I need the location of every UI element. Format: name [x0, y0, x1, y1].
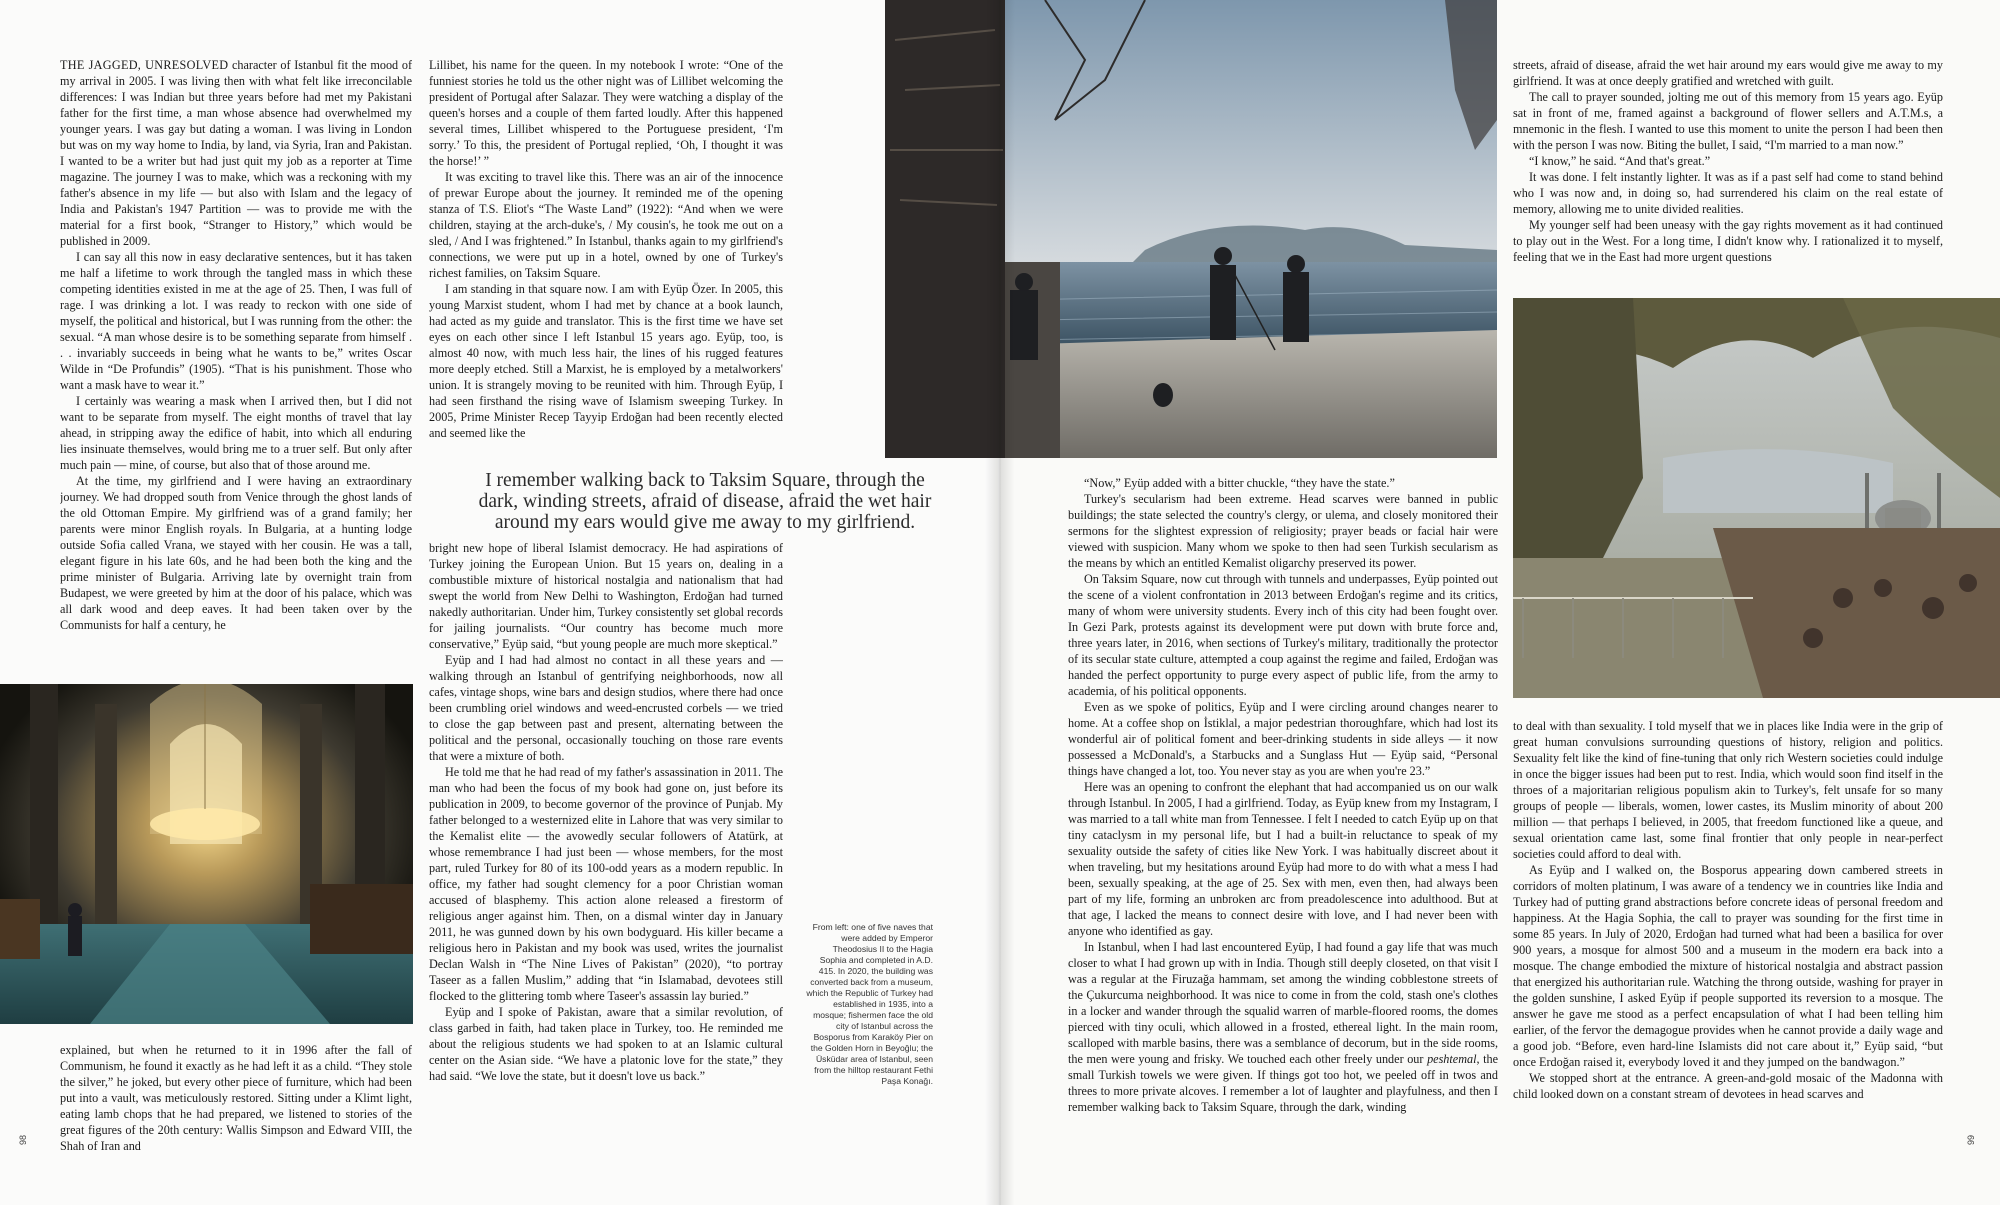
italic-term: peshtemal: [1427, 1052, 1477, 1066]
article-column-1: [60, 57, 412, 669]
paragraph: I am standing in that square now. I am with Eyüp Özer. In 2005, this young Marxist student, whom I had met by chance at a book launch, had acted as my guide and translator. This is the first time we have set eyes on each other since I left Istanbul 15 years ago. Eyüp, too, is almost 40 now, with much less hair, the lines of his rugged features more deeply etched. Still a Marxist, he is employed by a metalworkers' union. It is strangely moving to be reunited with him. Through Eyüp, I had seen firsthand the rising wave of Islamism sweeping Turkey. In 2005, Prime Minister Recep Tayyip Erdoğan had been recently elected and seemed like the: [429, 282, 783, 440]
hagia-sophia-interior-photo: [0, 684, 413, 1024]
page-number-left: 98: [18, 1134, 29, 1146]
paragraph: Even as we spoke of politics, Eyüp and I were circling around changes nearer to home. At a coffee shop on İstiklal, a major pedestrian thoroughfare, which had lost its wonderful air of political foment and beer-drinking students in side alleys — it now possessed a McDonald's, a Starbucks and a Sunglass Hut — Eyüp said, “Personal things have changed a lot, too. You never stay as you are when you're 23.”: [1068, 700, 1498, 778]
pull-quote: I remember walking back to Taksim Square, through the dark, winding streets, afraid of disease, afraid the wet hair around my ears would give me away to my girlfriend.: [478, 470, 932, 533]
article-column-2: [429, 57, 783, 461]
paragraph: We stopped short at the entrance. A green-and-gold mosaic of the Madonna with child looked down on a constant stream of devotees in head scarves and: [1513, 1071, 1943, 1101]
paragraph: streets, afraid of disease, afraid the wet hair around my ears would give me away to my girlfriend. It was at once deeply gratified and wretched with guilt.: [1513, 58, 1943, 88]
paragraph-text: character of Istanbul fit the mood of my arrival in 2005. I was living then with what felt like irreconcilable differences: I was Indian but three years before had met my Pakistani father for the first time, a man whose absence had overwhelmed my younger years. I was gay but dating a woman. I was living in London but was on my way home to India, by land, via Syria, Iran and Pakistan. I wanted to be a writer but had just quit my job as a reporter at Time magazine. The journey I was to make, which was a reckoning with my father's absence in my life — but also with Islam and the legacy of India and Pakistan's 1947 Partition — was to provide me with the material for a first book, “Stranger to History,” which would be published in 2009.: [60, 58, 412, 248]
paragraph: On Taksim Square, now cut through with tunnels and underpasses, Eyüp pointed out the scene of a violent confrontation in 2013 between Erdoğan's regime and its critics, many of whom were university students. Every inch of this city had been fought over. In Gezi Park, protests against its development were put down with brute force and, three years later, in 2016, when sections of Turkey's military, traditionally the protector of its secular state culture, attempted a coup against the regime and failed, Erdoğan was handed the perfect opportunity to purge every aspect of public life, from the army to academia, of his political opponents.: [1068, 572, 1498, 698]
paragraph: Eyüp and I spoke of Pakistan, aware that a similar revolution, of class garbed in faith, had taken place in Turkey, too. He reminded me about the religious students we had spoken to at an Islamic cultural center on the Asian side. “We have a platonic love for the state,” they had said. “We love the state, but it doesn't love us back.”: [429, 1005, 783, 1083]
paragraph: I certainly was wearing a mask when I arrived then, but I did not want to be separate from myself. The eight months of travel that lay ahead, in stripping away the edifice of habit, into which all enduring lies insinuate themselves, would bring me to a truer self. But only after much pain — mine, of course, but also that of those around me.: [60, 394, 412, 472]
paragraph: [1068, 939, 1498, 1115]
paragraph: “Now,” Eyüp added with a bitter chuckle, “they have the state.”: [1084, 476, 1395, 490]
article-column-1-continued: [60, 1042, 412, 1162]
article-column-4: [1068, 475, 1498, 1160]
paragraph: to deal with than sexuality. I told myself that we in places like India were in the grip of great human convulsions surrounding questions of history, religion and politics. Sexuality felt like the kind of fine-tuning that only rich Western societies could indulge in once the bigger issues had been put to rest. India, which would soon find itself in the throes of a majoritarian religious populism akin to Turkey's, felt unsafe for so many groups of people — liberals, women, lower castes, its Muslim minority of about 200 million — that perhaps I believed, in 2005, that freedom functioned like a queue, and sexual orientation came last, some final frontier that only people in near-perfect societies could afford to deal with.: [1513, 719, 1943, 861]
paragraph: My younger self had been uneasy with the gay rights movement as it had continued to play out in the West. For a long time, I didn't know why. I rationalized it to myself, feeling that we in the East had more urgent questions: [1513, 218, 1943, 264]
paragraph: At the time, my girlfriend and I were having an extraordinary journey. We had dropped south from Venice through the ghost lands of the old Ottoman Empire. My girlfriend was of a grand family; her parents were minor English royals. In Bulgaria, at a hunting lodge outside Sofia called Vrana, we stayed with her cousin. He was a tall, elegant figure in his late 60s, and he had been both the king and the prime minister of Bulgaria. Arriving late by overnight train from Budapest, we were greeted by him at the door of his palace, which was all dark wood and deep eaves. It had been taken over by the Communists for half a century, he: [60, 474, 412, 632]
paragraph-text: In Istanbul, when I had last encountered Eyüp, I had found a gay life that was much closer to what I had grown up with in India. Though still deeply closeted, on that visit I was a regular at the Firuzağa hammam, set among the winding cobblestone streets of the Çukurcuma neighborhood. It was nice to come in from the cold, stash one's clothes in a locker and wander through the squalid warren of marble-floored rooms, the domes pierced with tiny oculi, which allowed in a frosted, ethereal light. In the main room, scalloped with marble basins, there was a semblance of decorum, but in the side rooms, the men were young and frisky. We touched each other freely under our: [1068, 940, 1498, 1066]
paragraph: I can say all this now in easy declarative sentences, but it has taken me half a lifetime to work through the tangled mass in which these competing identities existed in me at the age of 25. Then, I was full of rage. I was drinking a lot. I was ready to reckon with one side of myself, the political and historical, but I was running from the other: the sexual. “A man whose desire is to be something separate from himself . . . invariably succeeds in being what he wants to be,” writes Oscar Wilde in “De Profundis” (1905). “That is his punishment. Those who want a mask have to wear it.”: [60, 250, 412, 392]
book-gutter: [985, 0, 1015, 1205]
paragraph: [60, 57, 412, 249]
paragraph: bright new hope of liberal Islamist democracy. He had aspirations of Turkey joining the European Union. But 15 years on, dealing in a combustible mixture of historical nostalgia and nationalism that had swept the world from New Delhi to Washington, Erdoğan had turned nakedly authoritarian. Under him, Turkey consistently set global records for jailing journalists. “Our country has become much more conservative,” Eyüp said, “but young people are much more skeptical.”: [429, 541, 783, 651]
paragraph: Turkey's secularism had been extreme. Head scarves were banned in public buildings; the state selected the country's clergy, or ulema, and closely monitored their sermons for the slightest expression of religiosity; prayer beads or facial hair were viewed with suspicion. Many whom we spoke to then had seen Turkish secularism as the means by which an entitled Kemalist oligarchy preserved its power.: [1068, 492, 1498, 570]
bosporus-fishermen-photo: [885, 0, 1497, 458]
paragraph: Here was an opening to confront the elephant that had accompanied us on our walk through Istanbul. In 2005, I had a girlfriend. Today, as Eyüp knew from my Instagram, I was married to a tall white man from Tennessee. I felt I needed to catch Eyüp up on that tiny cataclysm in my personal life, but I had a built-in reluctance to speak of my sexuality outside the safety of cities like New York. I was habitually discreet about it when traveling, but my hesitations around Eyüp had more to do with what a mess I had been, sexually speaking, at the age of 25. Sex with men, even then, had always been part of my life, forming an unbroken arc from preadolescence into adulthood. But at that age, I lacked the means to connect desire with love, and I had never been with anyone who identified as gay.: [1068, 780, 1498, 938]
opening-words: THE JAGGED, UNRESOLVED: [60, 58, 229, 72]
paragraph: As Eyüp and I walked on, the Bosporus appearing down cambered streets in corridors of molten platinum, I was aware of a tendency we in countries like India and Turkey had of putting grand abstractions before concrete ideas of personal freedom and happiness. At the Hagia Sophia, the call to prayer was sounding for the first time in some 85 years. In July of 2020, Erdoğan had turned what had been a basilica for over 900 years, a mosque for almost 500 and a museum in the modern era back into a mosque. The change embodied the mixture of historical nostalgia and abstract passion that energized his authoritarian rule. Watching the throng outside, washing for prayer in the golden sunshine, I asked Eyüp if people supported its reversion to a mosque. The answer he gave me stood as a perfect encapsulation of what I had been telling him earlier, of the fervor the demagogue provides when he cannot provide a daily wage and a good job. “Before, even hard-line Islamists did not care about it,” Eyüp said, “but once Erdoğan raised it, everybody loved it and they jumped on the bandwagon.”: [1513, 863, 1943, 1069]
article-column-5: [1513, 57, 1943, 289]
paragraph: Lillibet, his name for the queen. In my notebook I wrote: “One of the funniest stories he told us the other night was of Lillibet welcoming the president of Portugal after Salazar. They were watching a display of the queen's horses and a couple of them farted loudly. After this happened several times, Lillibet whispered to the Portuguese president, ‘I'm sorry.’ To this, the president of Portugal replied, ‘Oh, I thought it was the horse!’ ”: [429, 58, 783, 168]
paragraph: The call to prayer sounded, jolting me out of this memory from 15 years ago. Eyüp sat in front of me, framed against a background of flower sellers and A.T.M.s, a mnemonic in the flesh. I wanted to use this moment to unite the person I had been then with the person I was now. Biting the bullet, I said, “I'm married to a man now.”: [1513, 90, 1943, 152]
photo-caption: From left: one of five naves that were added by Emperor Theodosius II to the Hagia Sophia and completed in A.D. 415. In 2020, the building was converted back from a museum, which the Republic of Turkey had established in 1935, into a mosque; fishermen face the old city of Istanbul across the Bosporus from Karaköy Pier on the Golden Horn in Beyoğlu; the Üsküdar area of Istanbul, seen from the hilltop restaurant Fethi Paşa Konağı.: [806, 922, 933, 1086]
article-column-5-continued: [1513, 718, 1943, 1160]
paragraph: It was done. I felt instantly lighter. It was as if a past self had come to stand behind who I was now and, in doing so, had surrendered his claim on the real estate of memory, allowing me to unite divided realities.: [1513, 170, 1943, 216]
article-column-3: [429, 540, 783, 1155]
paragraph: He told me that he had read of my father's assassination in 2011. The man who had been the focus of my book had gone on, just before its publication in 2009, to become governor of the province of Punjab. My father belonged to a westernized elite in Lahore that was very similar to the Kemalist elite — the avowedly secular followers of Atatürk, at whose remembrance I had just been — whose members, for the most part, ruled Turkey for 80 of its 100-odd years as a modern republic. In office, my father had sought clemency for a poor Christian woman accused of blasphemy. This action alone released a firestorm of religious anger against him. Then, on a dismal winter day in January 2011, he was gunned down by his own bodyguard. His killer became a religious hero in Pakistan and my book was used, writes the journalist Declan Walsh in “The Nine Lives of Pakistan” (2020), “to portray Taseer as a fallen Muslim,” adding that “in Islamabad, devotees still flocked to the glittering tomb where Taseer's assassin lay buried.”: [429, 765, 783, 1003]
paragraph-text: , the small Turkish towels we were given. If things got too hot, we peeled off in twos and threes to more private alcoves. I remember a lot of laughter and playfulness, and then I remember walking back to Taksim Square, through the dark, winding: [1068, 1052, 1498, 1114]
paragraph: Eyüp and I had had almost no contact in all these years and — walking through an Istanbul of gentrifying neighborhoods, now all cafes, vintage shops, wine bars and design studios, where there had once been crumbling oriel windows and weed-encrusted corbels — we tried to close the gap between past and present, alternating between the political and the personal, occasionally touching on those rare events that were a mixture of both.: [429, 653, 783, 763]
paragraph: “I know,” he said. “And that's great.”: [1529, 154, 1711, 168]
paragraph: It was exciting to travel like this. There was an air of the innocence of prewar Europe about the journey. It reminded me of the opening stanza of T.S. Eliot's “The Waste Land” (1922): “And when we were children, staying at the arch-duke's, / My cousin's, he took me out on a sled, / And I was frightened.” In Istanbul, thanks again to my girlfriend's connections, we were put up in a hotel, owned by one of Turkey's richest families, on Taksim Square.: [429, 170, 783, 280]
paragraph: explained, but when he returned to it in 1996 after the fall of Communism, he found it exactly as he had left it as a child. “They stole the silver,” he joked, but every other piece of furniture, which had been put into a vault, was meticulously restored. Sitting under a Klimt light, eating lamb chops that he had prepared, we listened to stories of the great figures of the 20th century: Wallis Simpson and Edward VIII, the Shah of Iran and: [60, 1043, 412, 1153]
page-number-right: 99: [1966, 1134, 1977, 1146]
uskudar-view-photo: [1513, 298, 2000, 698]
